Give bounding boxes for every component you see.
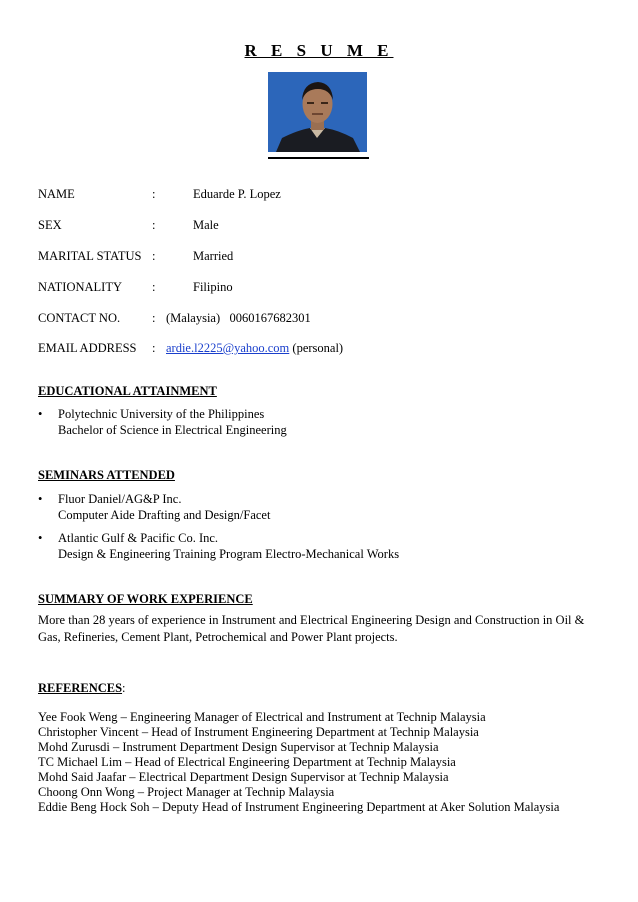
email-suffix: (personal) xyxy=(289,341,344,355)
summary-heading: SUMMARY OF WORK EXPERIENCE xyxy=(38,592,253,606)
photo-underline xyxy=(268,157,369,159)
seminar-line1: Atlantic Gulf & Pacific Co. Inc. xyxy=(58,531,219,545)
bullet-icon: • xyxy=(38,531,43,545)
reference-item: TC Michael Lim – Head of Electrical Engineering Department at Technip Malaysia xyxy=(38,755,456,769)
references-heading: REFERENCES xyxy=(38,681,123,695)
education-line2: Bachelor of Science in Electrical Engineering xyxy=(58,423,287,437)
bullet-icon: • xyxy=(38,407,43,421)
reference-item: Mohd Said Jaafar – Electrical Department Design Supervisor at Technip Malaysia xyxy=(38,770,449,784)
info-colon: : xyxy=(152,249,156,263)
seminar-line2: Design & Engineering Training Program Electro-Mechanical Works xyxy=(58,547,400,561)
info-colon: : xyxy=(152,341,156,355)
info-colon: : xyxy=(152,311,156,325)
seminar-line1: Fluor Daniel/AG&P Inc. xyxy=(58,492,182,506)
info-colon: : xyxy=(152,187,156,201)
info-value: Married xyxy=(193,249,234,263)
references-colon: : xyxy=(122,681,126,695)
info-value: Male xyxy=(193,218,219,232)
reference-item: Eddie Beng Hock Soh – Deputy Head of Instrument Engineering Department at Aker Solution Malaysia xyxy=(38,800,560,814)
info-label: CONTACT NO. xyxy=(38,311,121,325)
seminar-line2: Computer Aide Drafting and Design/Facet xyxy=(58,508,271,522)
bullet-icon: • xyxy=(38,492,43,506)
profile-photo xyxy=(268,72,367,152)
info-label: EMAIL ADDRESS xyxy=(38,341,137,355)
info-colon: : xyxy=(152,280,156,294)
education-heading: EDUCATIONAL ATTAINMENT xyxy=(38,384,217,398)
info-colon: : xyxy=(152,218,156,232)
document-title: R E S U M E xyxy=(244,41,394,60)
info-value: (Malaysia) 0060167682301 xyxy=(166,311,311,325)
email-link[interactable]: ardie.l2225@yahoo.com xyxy=(166,341,290,355)
reference-item: Christopher Vincent – Head of Instrument Engineering Department at Technip Malaysia xyxy=(38,725,479,739)
info-label: NAME xyxy=(38,187,75,201)
references-heading-wrap xyxy=(38,680,126,696)
summary-text: More than 28 years of experience in Instrument and Electrical Engineering Design and Construction in Oil & Gas, Refineries, Cement Plant, Petrochemical and Power Plant projects. xyxy=(38,613,585,644)
reference-item: Choong Onn Wong – Project Manager at Technip Malaysia xyxy=(38,785,335,799)
info-label: MARITAL STATUS xyxy=(38,249,142,263)
info-value: Eduarde P. Lopez xyxy=(193,187,281,201)
reference-item: Yee Fook Weng – Engineering Manager of Electrical and Instrument at Technip Malaysia xyxy=(38,710,486,724)
info-label: SEX xyxy=(38,218,62,232)
info-value: Filipino xyxy=(193,280,233,294)
reference-item: Mohd Zurusdi – Instrument Department Design Supervisor at Technip Malaysia xyxy=(38,740,439,754)
info-label: NATIONALITY xyxy=(38,280,123,294)
education-line1: Polytechnic University of the Philippines xyxy=(58,407,265,421)
seminars-heading: SEMINARS ATTENDED xyxy=(38,468,175,482)
info-value xyxy=(166,340,343,356)
